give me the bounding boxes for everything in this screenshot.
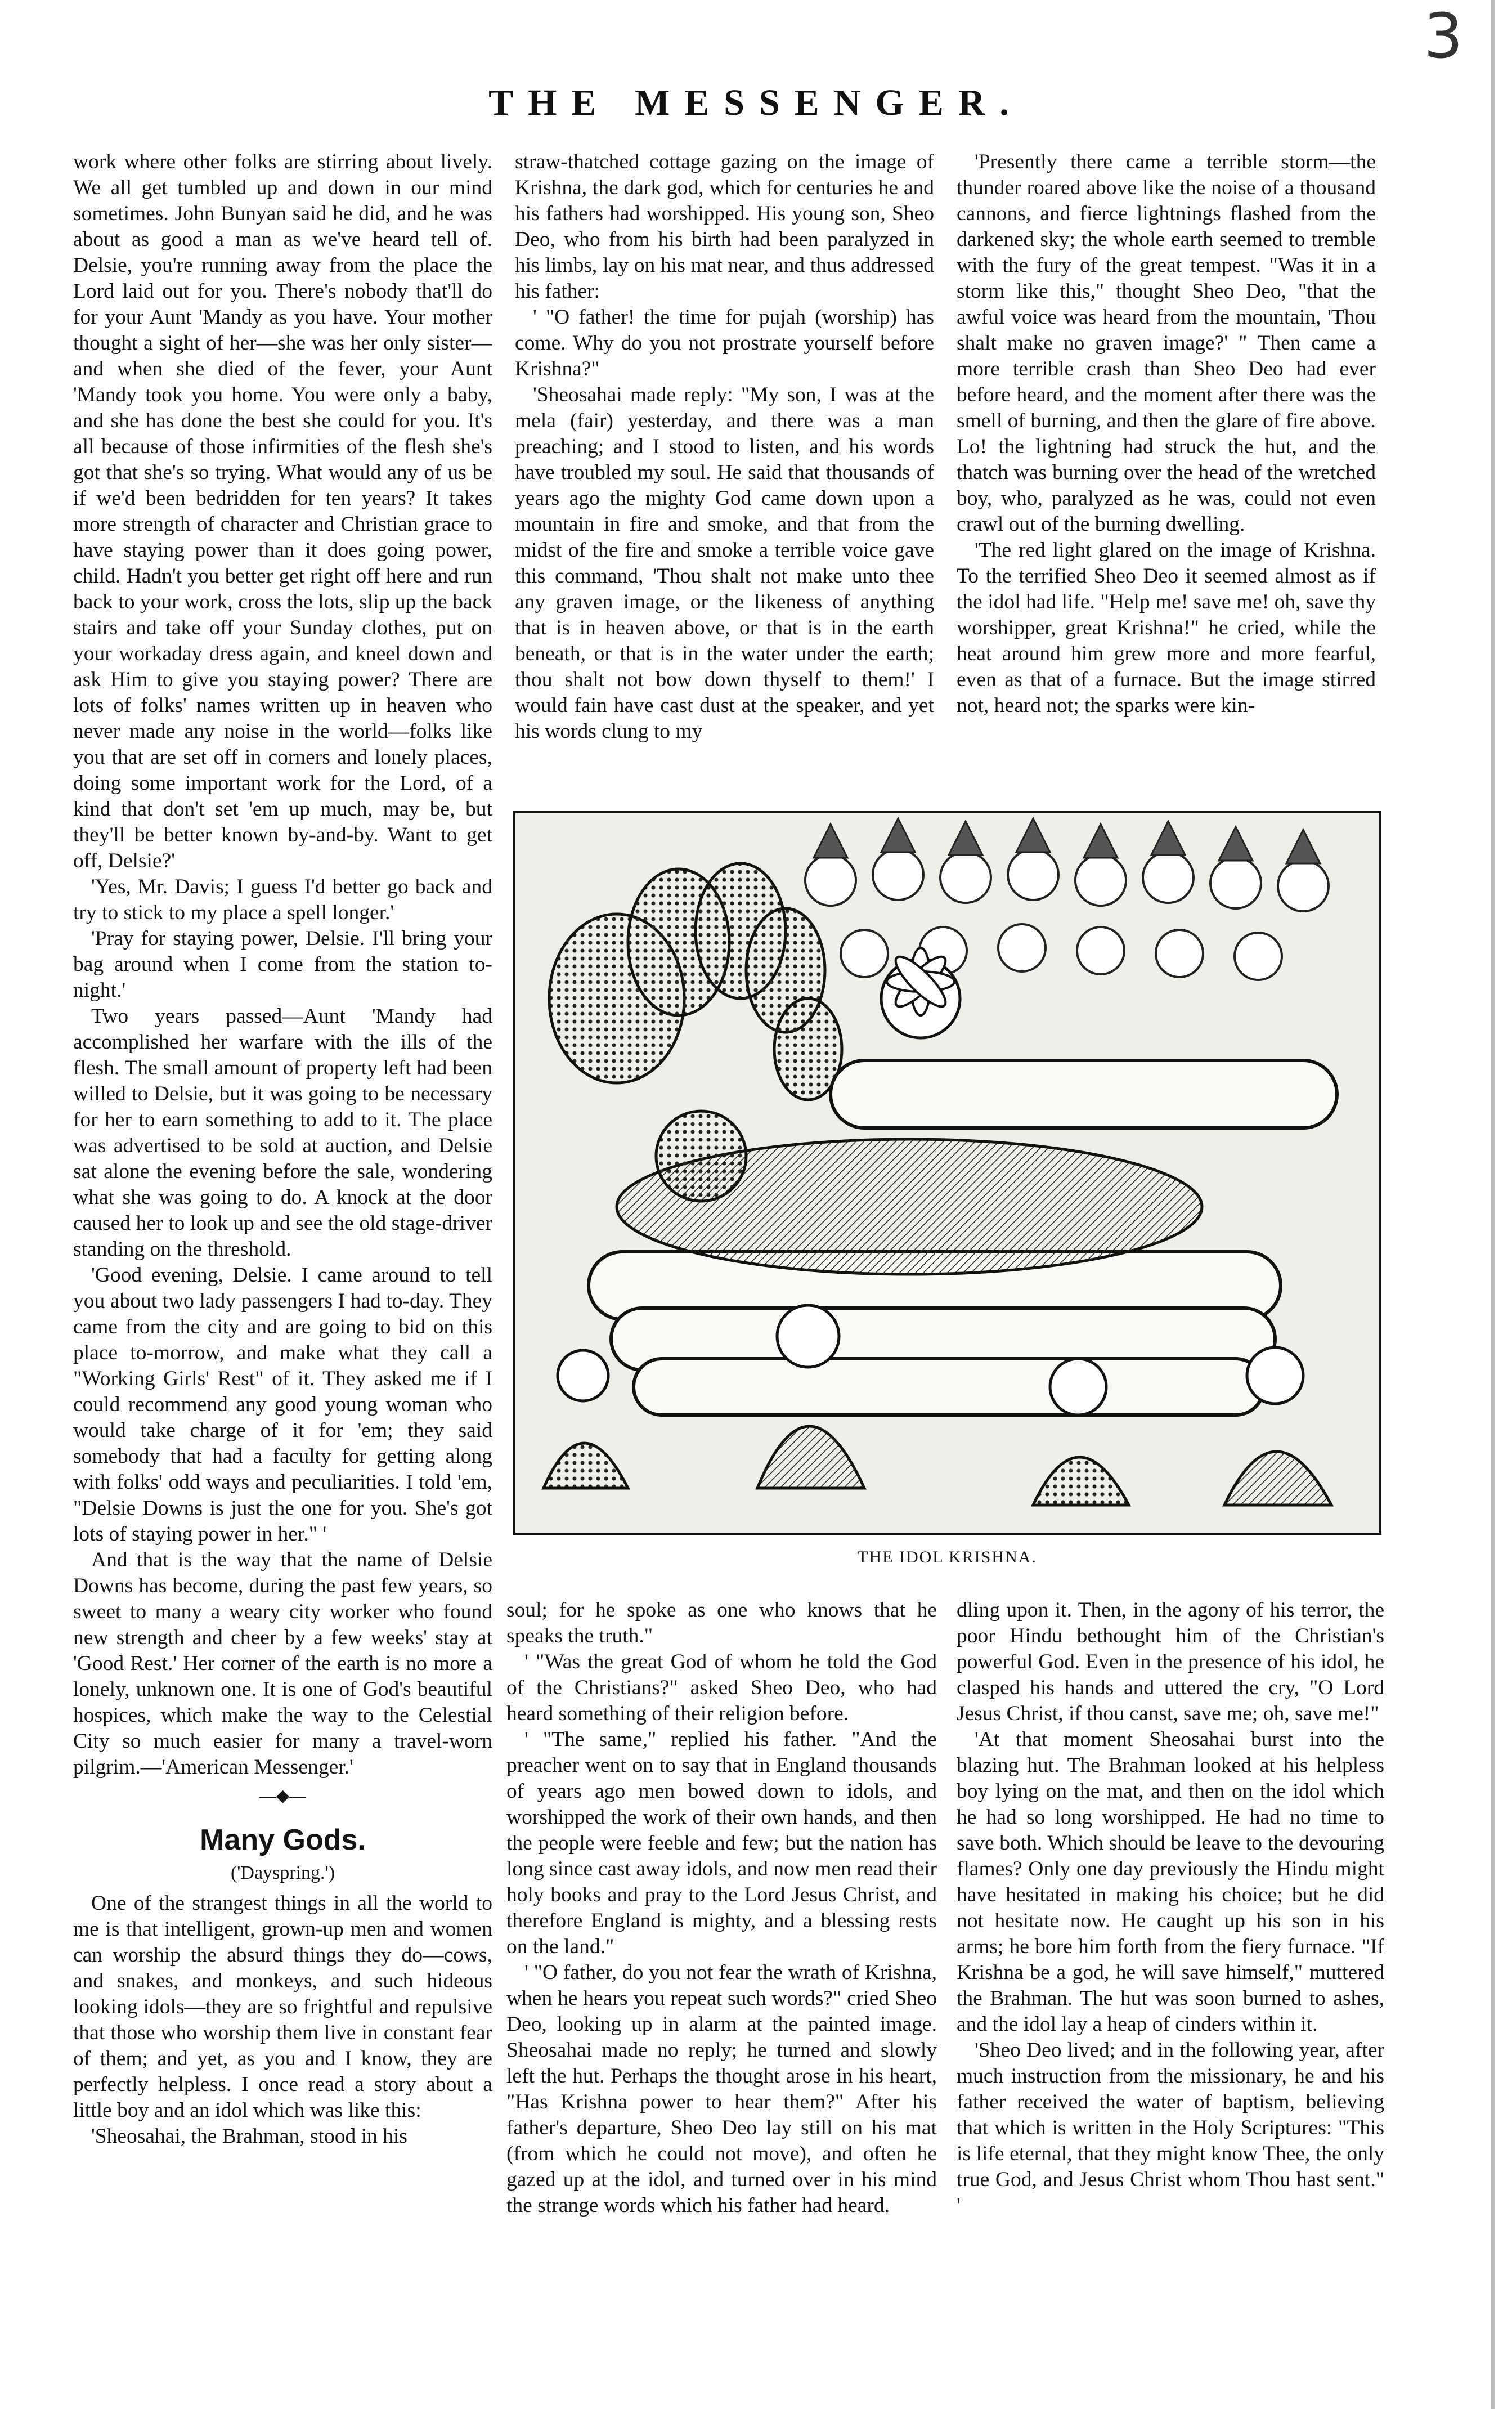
margin-rule — [1491, 0, 1495, 2409]
article-paragraph: Two years passed—Aunt 'Mandy had accomplished her warfare with the ills of the flesh. The small amount of property left had been willed to Delsie, but it was going to be necessary for her to earn something to add to it. The place was advertised to be sold at auction, and Delsie sat alone the evening before the sale, wondering what she was going to do. A knock at the door caused her to look up and see the old stage-driver standing on the threshold. — [73, 1005, 492, 1261]
article-paragraph: 'Sheosahai, the Brahman, stood in his — [91, 2125, 407, 2148]
article-paragraph: 'The red light glared on the image of Krishna. To the terrified Sheo Deo it seemed almost as if the idol had life. "Help me! save me! oh, save thy worshipper, great Krishna!" he cried, while the heat around him grew more and more fearful, even as that of a furnace. But the image stirred not, heard not; the sparks were kin- — [957, 539, 1376, 717]
divider-ornament: —◆— — [259, 1786, 307, 1805]
article-paragraph: 'Presently there came a terrible storm—the thunder roared above like the noise of a thousand cannons, and fierce lightnings flashed from the darkened sky; the whole earth seemed to tremble with the fury of the great tempest. "Was it in a storm like this," thought Sheo Deo, "that the awful voice was heard from the mountain, 'Thou shalt make no graven image?' " Then came a more terrible crash than Sheo Deo had ever before heard, and the moment after there was the smell of burning, and then the glare of fire above. Lo! the lightning had struck the hut, and the thatch was burning over the head of the wretched boy, who, paralyzed as he was, could not even crawl out of the burning dwelling. — [957, 150, 1376, 536]
krishna-illustration — [513, 811, 1381, 1535]
article-paragraph: 'Yes, Mr. Davis; I guess I'd better go back and try to stick to my place a spell longer.' — [73, 875, 492, 924]
article-paragraph: 'At that moment Sheosahai burst into the blazing hut. The Brahman looked at his helpless boy lying on the mat, and then on the idol which he had so long worshipped. He had no time to save both. Which should be leave to the devouring flames? Only one day previously the Hindu might have hesitated in making his choice; but he did not hesitate now. He caught up his son in his arms; he bore him forth from the fiery furnace. "If Krishna be a god, he will save himself," muttered the Brahman. The hut was soon burned to ashes, and the idol lay a heap of cinders within it. — [957, 1728, 1384, 2036]
article-paragraph: ' "O father! the time for pujah (worship) has come. Why do you not prostrate yourself before Krishna?" — [515, 306, 934, 380]
column-1 — [73, 149, 492, 2389]
page-number: 3 — [1424, 0, 1463, 72]
article-paragraph: ' "The same," replied his father. "And the preacher went on to say that in England thousands of years ago men bowed down to idols, and worshipped the work of their own hands, and then the people were feeble and few; but the nation has long since cast away idols, and now men read their holy books and pray to the Lord Jesus Christ, and therefore England is mighty, and a blessing rests on the land." — [506, 1728, 937, 1958]
article-heading: Many Gods. — [200, 1824, 366, 1856]
article-source: ('Dayspring.') — [230, 1862, 335, 1883]
column-4 — [506, 1597, 937, 2385]
article-paragraph: And that is the way that the name of Delsie Downs has become, during the past few years, so sweet to many a weary city worker who found new strength and cheer by a few weeks' stay at 'Good Rest.' Her corner of the earth is no more a lonely, unknown one. It is one of God's beautiful hospices, which make the way to the Celestial City so much easier for many a travel-worn pilgrim.—'American Messenger.' — [73, 1548, 492, 1779]
article-paragraph: 'Pray for staying power, Delsie. I'll bring your bag around when I come from the station to-night.' — [73, 927, 492, 1002]
article-paragraph: 'Sheosahai made reply: "My son, I was at the mela (fair) yesterday, and there was a man preaching; and I stood to listen, and his words have troubled my soul. He said that thousands of years ago the mighty God came down upon a mountain in fire and smoke, and that from the midst of the fire and smoke a terrible voice gave this command, 'Thou shalt not make unto thee any graven image, or the likeness of anything that is in heaven above, or that is in the earth beneath, or that is in the water under the earth; thou shalt not bow down thyself to them!' I would fain have cast dust at the speaker, and yet his words clung to my — [515, 383, 934, 743]
article-paragraph: 'Good evening, Delsie. I came around to tell you about two lady passengers I had to-day. They came from the city and are going to bid on this place to-morrow, and make what they call a "Working Girls' Rest" of it. They asked me if I could recommend any good young woman who would take charge of it for 'em; they said somebody that had a faculty for getting along with folks' odd ways and peculiarities. I told 'em, "Delsie Downs is just the one for you. She's got lots of staying power in her." ' — [73, 1264, 492, 1546]
column-3 — [957, 149, 1376, 763]
article-paragraph: dling upon it. Then, in the agony of his terror, the poor Hindu bethought him of the Christian's powerful God. Even in the presence of his idol, he clasped his hands and uttered the cry, "O Lord Jesus Christ, if thou canst, save me; oh, save me!" — [957, 1598, 1384, 1725]
article-paragraph: straw-thatched cottage gazing on the image of Krishna, the dark god, which for centuries he and his fathers had worshipped. His young son, Sheo Deo, who from his birth had been paralyzed in his limbs, lay on his mat near, and thus addressed his father: — [515, 150, 934, 303]
article-paragraph: One of the strangest things in all the world to me is that intelligent, grown-up men and women can worship the absurd things they do—cows, and snakes, and monkeys, and such hideous looking idols—they are so frightful and repulsive that those who worship them live in constant fear of them; and yet, as you and I know, they are perfectly helpless. I once read a story about a little boy and an idol which was like this: — [73, 1892, 492, 2122]
article-paragraph: 'Sheo Deo lived; and in the following year, after much instruction from the missionary, he and his father received the water of baptism, believing that which is written in the Holy Scriptures: "This is life eternal, that they might know Thee, the only true God, and Jesus Christ whom Thou hast sent." ' — [957, 2039, 1384, 2217]
article-paragraph: work where other folks are stirring about lively. We all get tumbled up and down in our mind sometimes. John Bunyan said he did, and he was about as good a man as we've heard tell of. Delsie, you're running away from the place the Lord laid out for you. There's nobody that'll do for your Aunt 'Mandy as you have. Your mother thought a sight of her—she was her only sister—and when she died of the fever, your Aunt 'Mandy took you home. You were only a baby, and she has done the best she could for you. It's all because of those infirmities of the flesh she's got that she's so trying. What would any of us be if we'd been bedridden for ten years? It takes more strength of character and Christian grace to have staying power than it does going power, child. Hadn't you better get right off here and run back to your work, cross the lots, slip up the back stairs and take off your Sunday clothes, put on your workaday dress again, and kneel down and ask Him to give you staying power? There are lots of folks' names written up in heaven who never made any noise in the world—folks like you that are set off in corners and lonely places, doing some important work for the Lord, of a kind that don't set 'em up much, may be, but they'll be better known by-and-by. Want to get off, Delsie?' — [73, 150, 492, 872]
article-paragraph: soul; for he spoke as one who knows that he speaks the truth." — [506, 1598, 937, 1647]
idol-engraving-icon — [515, 813, 1379, 1533]
masthead: THE MESSENGER. — [488, 82, 1024, 123]
article-paragraph: ' "Was the great God of whom he told the God of the Christians?" asked Sheo Deo, who had heard something of their religion before. — [506, 1650, 937, 1725]
figure-caption: THE IDOL KRISHNA. — [858, 1548, 1037, 1566]
article-paragraph: ' "O father, do you not fear the wrath of Krishna, when he hears you repeat such words?" cried Sheo Deo, looking up in alarm at the painted image. Sheosahai made no reply; he turned and slowly left the hut. Perhaps the thought arose in his heart, "Has Krishna power to hear them?" After his father's departure, Sheo Deo lay still on his mat (from which he could not move), and often he gazed up at the idol, and turned over in his mind the strange words which his father had heard. — [506, 1961, 937, 2217]
column-2 — [515, 149, 934, 763]
column-5 — [957, 1597, 1384, 2385]
